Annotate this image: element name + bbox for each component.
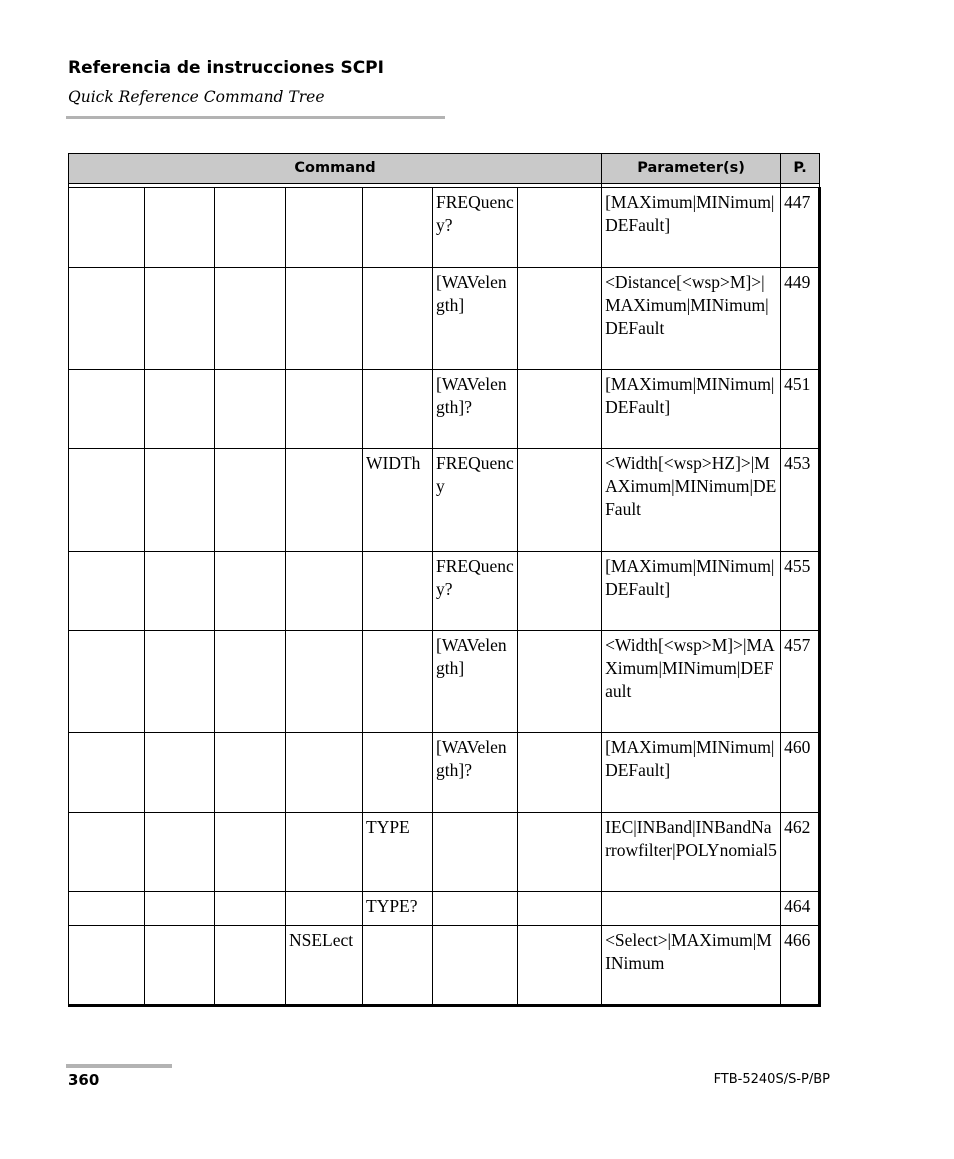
table-row	[69, 733, 820, 813]
cmd-level-3-cell	[215, 926, 286, 1006]
cmd-level-7-cell	[518, 813, 602, 892]
header-rule	[66, 116, 445, 119]
cmd-level-4-cell	[286, 631, 363, 733]
cmd-level-1-cell	[69, 188, 145, 268]
footer-rule	[66, 1064, 172, 1068]
parameters-cell	[602, 892, 781, 926]
cmd-level-7-cell	[518, 926, 602, 1006]
cmd-level-4-cell	[286, 892, 363, 926]
command-table	[68, 153, 821, 1007]
parameters-cell: <Width[<wsp>HZ]>|MAXimum|MINimum|DEFault	[602, 449, 781, 552]
cmd-level-2-cell	[145, 188, 215, 268]
cmd-level-2-cell	[145, 813, 215, 892]
cmd-level-1-cell	[69, 449, 145, 552]
table-header-row	[69, 154, 820, 184]
cmd-level-7-cell	[518, 188, 602, 268]
page-ref-cell: 449	[781, 268, 820, 370]
cmd-level-6-cell: [WAVelength]	[433, 268, 518, 370]
section-title: Referencia de instrucciones SCPI	[68, 58, 384, 78]
table-row	[69, 268, 820, 370]
cmd-level-5-cell	[363, 370, 433, 449]
cmd-level-7-cell	[518, 268, 602, 370]
cmd-level-1-cell	[69, 631, 145, 733]
page-ref-cell: 447	[781, 188, 820, 268]
parameters-cell: <Select>|MAXimum|MINimum	[602, 926, 781, 1006]
table-row	[69, 892, 820, 926]
cmd-level-6-cell: [WAVelength]	[433, 631, 518, 733]
cmd-level-6-cell: FREQuency?	[433, 552, 518, 631]
page-ref-cell: 460	[781, 733, 820, 813]
cmd-level-1-cell	[69, 813, 145, 892]
cmd-level-4-cell	[286, 733, 363, 813]
cmd-level-3-cell	[215, 268, 286, 370]
cmd-level-2-cell	[145, 449, 215, 552]
parameters-cell: [MAXimum|MINimum|DEFault]	[602, 733, 781, 813]
cmd-level-1-cell	[69, 370, 145, 449]
cmd-level-2-cell	[145, 926, 215, 1006]
section-subtitle: Quick Reference Command Tree	[68, 88, 325, 106]
table-row	[69, 449, 820, 552]
cmd-level-7-cell	[518, 733, 602, 813]
table-row	[69, 552, 820, 631]
cmd-level-3-cell	[215, 892, 286, 926]
cmd-level-4-cell	[286, 188, 363, 268]
cmd-level-4-cell	[286, 449, 363, 552]
cmd-level-4-cell	[286, 813, 363, 892]
cmd-level-6-cell	[433, 926, 518, 1006]
cmd-level-3-cell	[215, 449, 286, 552]
cmd-level-7-cell	[518, 892, 602, 926]
cmd-level-5-cell	[363, 733, 433, 813]
cmd-level-4-cell	[286, 370, 363, 449]
cmd-level-1-cell	[69, 733, 145, 813]
cmd-level-3-cell	[215, 813, 286, 892]
parameters-cell: <Width[<wsp>M]>|MAXimum|MINimum|DEFault	[602, 631, 781, 733]
cmd-level-1-cell	[69, 926, 145, 1006]
cmd-level-5-cell	[363, 188, 433, 268]
cmd-level-7-cell	[518, 552, 602, 631]
cmd-level-7-cell	[518, 370, 602, 449]
cmd-level-6-cell	[433, 813, 518, 892]
cmd-level-5-cell	[363, 926, 433, 1006]
page-ref-cell: 464	[781, 892, 820, 926]
cmd-level-7-cell	[518, 449, 602, 552]
cmd-level-5-cell: WIDTh	[363, 449, 433, 552]
cmd-level-2-cell	[145, 892, 215, 926]
cmd-level-3-cell	[215, 552, 286, 631]
cmd-level-2-cell	[145, 631, 215, 733]
page-ref-cell: 453	[781, 449, 820, 552]
parameters-cell: [MAXimum|MINimum|DEFault]	[602, 552, 781, 631]
cmd-level-3-cell	[215, 188, 286, 268]
cmd-level-6-cell	[433, 892, 518, 926]
parameters-cell: <Distance[<wsp>M]>|MAXimum|MINimum|DEFault	[602, 268, 781, 370]
table-row	[69, 631, 820, 733]
cmd-level-5-cell: TYPE	[363, 813, 433, 892]
cmd-level-5-cell	[363, 268, 433, 370]
document-code: FTB-5240S/S-P/BP	[713, 1072, 830, 1087]
cmd-level-6-cell: FREQuency?	[433, 188, 518, 268]
parameters-cell: [MAXimum|MINimum|DEFault]	[602, 188, 781, 268]
column-header-page: P.	[781, 154, 820, 184]
cmd-level-4-cell	[286, 268, 363, 370]
cmd-level-7-cell	[518, 631, 602, 733]
table-row	[69, 188, 820, 268]
cmd-level-3-cell	[215, 733, 286, 813]
cmd-level-1-cell	[69, 892, 145, 926]
table-row	[69, 813, 820, 892]
column-header-command: Command	[69, 154, 602, 184]
cmd-level-3-cell	[215, 370, 286, 449]
table-body	[69, 184, 820, 1006]
page-ref-cell: 455	[781, 552, 820, 631]
cmd-level-4-cell	[286, 552, 363, 631]
cmd-level-6-cell: FREQuency	[433, 449, 518, 552]
cmd-level-2-cell	[145, 268, 215, 370]
cmd-level-6-cell: [WAVelength]?	[433, 733, 518, 813]
cmd-level-1-cell	[69, 552, 145, 631]
column-header-parameters: Parameter(s)	[602, 154, 781, 184]
page-number: 360	[68, 1071, 100, 1089]
page-ref-cell: 457	[781, 631, 820, 733]
table-row	[69, 926, 820, 1006]
cmd-level-5-cell	[363, 631, 433, 733]
cmd-level-3-cell	[215, 631, 286, 733]
page-ref-cell: 462	[781, 813, 820, 892]
parameters-cell: IEC|INBand|INBandNarrowfilter|POLYnomial5	[602, 813, 781, 892]
cmd-level-2-cell	[145, 733, 215, 813]
page-ref-cell: 451	[781, 370, 820, 449]
cmd-level-4-cell: NSELect	[286, 926, 363, 1006]
parameters-cell: [MAXimum|MINimum|DEFault]	[602, 370, 781, 449]
table-row	[69, 370, 820, 449]
cmd-level-6-cell: [WAVelength]?	[433, 370, 518, 449]
cmd-level-5-cell	[363, 552, 433, 631]
page-ref-cell: 466	[781, 926, 820, 1006]
cmd-level-5-cell: TYPE?	[363, 892, 433, 926]
cmd-level-2-cell	[145, 552, 215, 631]
cmd-level-1-cell	[69, 268, 145, 370]
cmd-level-2-cell	[145, 370, 215, 449]
